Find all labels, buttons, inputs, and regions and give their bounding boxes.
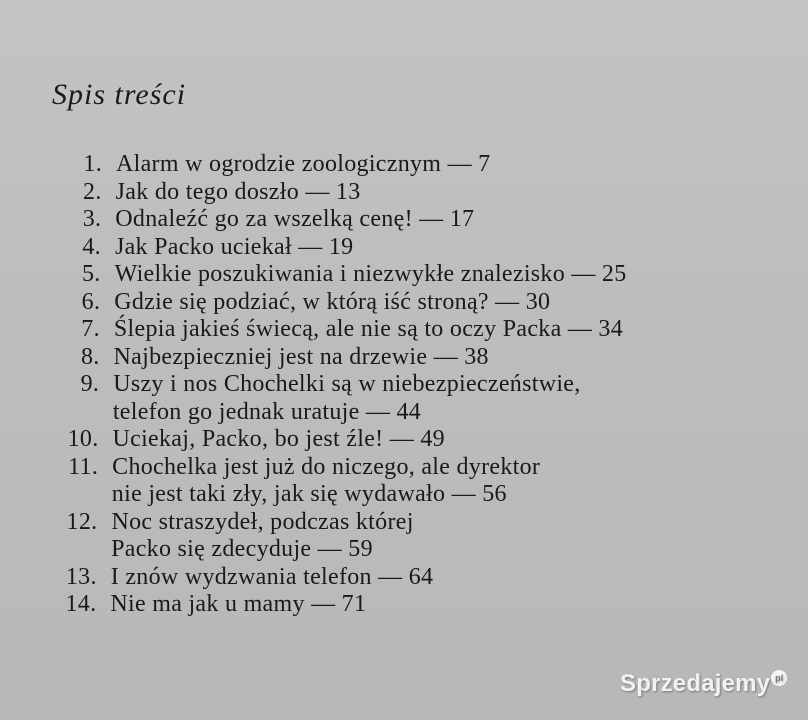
toc-entry-number: 1. [83,151,102,177]
toc-entry [50,290,550,314]
toc-entry [52,152,490,176]
toc-entry-text: Najbezpieczniej jest na drzewie — 38 [113,343,489,370]
toc-entry [49,427,445,451]
toc-entry-text: Chochelka jest już do niczego, ale dyrektor [112,453,541,480]
toc-entry-text: Odnaleźć go za wszelką cenę! — 17 [115,206,475,232]
toc-entry-number: 9. [80,371,100,397]
toc-entry-number: 2. [83,178,102,205]
toc-entry-number: 10. [67,426,99,452]
toc-entry-text: Uszy i nos Chochelki są w niebezpieczeństwie, [113,371,581,397]
toc-entry-text: Gdzie się podziać, w którą iść stroną? — 30 [114,288,551,315]
toc-entry-number: 6. [81,288,101,315]
watermark [620,670,787,698]
toc-entry [50,345,489,369]
watermark-pl-badge: pl [771,670,787,686]
page-title: Spis treści [52,78,187,111]
toc-entry [51,262,627,286]
toc-entry-text: Packo się zdecyduje — 59 [111,536,373,562]
toc-entry-number: 7. [81,316,100,342]
toc-entry-continuation [49,400,421,424]
toc-entry-continuation [48,482,507,506]
toc-entry-number: 12. [66,508,98,535]
toc-entry [49,372,580,396]
toc-entry-number: 11. [68,453,99,480]
toc-entry [46,592,366,616]
toc-entry-text: Ślepia jakieś świecą, ale nie są to oczy Packa — 34 [113,316,624,342]
toc-entry-text: Uciekaj, Packo, bo jest źle! — 49 [112,426,445,452]
toc-entry-text: Alarm w ogrodzie zoologicznym — 7 [116,151,491,177]
toc-entry-number: 8. [80,343,100,370]
toc-entry [47,510,413,534]
toc-entry-number: 4. [82,233,101,260]
toc-entry-number: 14. [65,591,97,617]
toc-entry-text: I znów wydzwania telefon — 64 [110,563,434,590]
toc-entry [51,235,354,259]
toc-entry-text: Noc straszydeł, podczas której [111,508,414,535]
toc-entry-text: Nie ma jak u mamy — 71 [110,591,367,617]
toc-entry-text: Jak do tego doszło — 13 [115,178,361,205]
toc-entry-text: Wielkie poszukiwania i niezwykłe znalezisko — 25 [114,261,627,287]
toc-entry [48,455,540,479]
watermark-text: Sprzedajemy [620,670,771,697]
toc-entry [51,207,474,231]
toc-entry-text: telefon go jednak uratuje — 44 [112,398,422,425]
toc-entry-number: 13. [65,563,97,590]
toc-entry [52,180,361,204]
toc-entry-text: nie jest taki zły, jak się wydawało — 56 [111,481,507,507]
toc-entry-number: 5. [81,261,101,287]
toc-entry-continuation [47,537,373,561]
toc-entry [50,317,623,341]
toc-entry-number: 3. [82,206,102,232]
toc-entry [47,565,434,589]
toc-entry-text: Jak Packo uciekał — 19 [114,233,354,260]
